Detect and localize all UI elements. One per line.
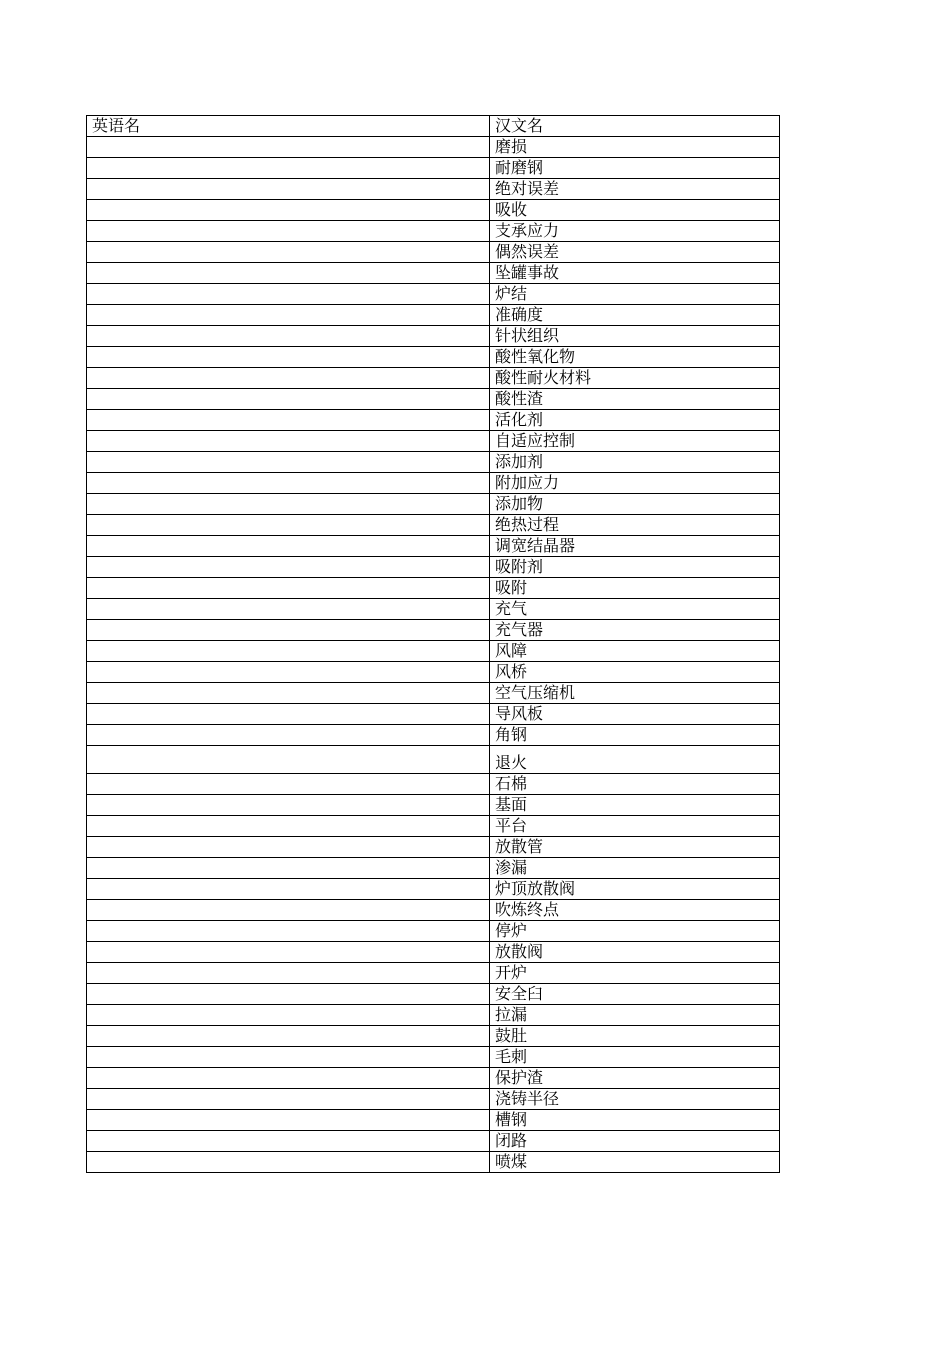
cell-english-name[interactable] bbox=[87, 662, 490, 683]
table-row bbox=[87, 662, 780, 683]
cell-english-name[interactable] bbox=[87, 1026, 490, 1047]
cell-chinese-name[interactable]: 浇铸半径 bbox=[490, 1089, 780, 1110]
cell-english-name[interactable] bbox=[87, 431, 490, 452]
cell-chinese-name[interactable]: 导风板 bbox=[490, 704, 780, 725]
table-row bbox=[87, 284, 780, 305]
cell-english-name[interactable] bbox=[87, 410, 490, 431]
cell-chinese-name[interactable]: 风障 bbox=[490, 641, 780, 662]
cell-english-name[interactable] bbox=[87, 494, 490, 515]
cell-english-name[interactable] bbox=[87, 137, 490, 158]
cell-english-name[interactable] bbox=[87, 536, 490, 557]
cell-english-name[interactable] bbox=[87, 725, 490, 746]
table-row bbox=[87, 1152, 780, 1173]
table-row bbox=[87, 536, 780, 557]
cell-chinese-name[interactable]: 准确度 bbox=[490, 305, 780, 326]
table-row bbox=[87, 837, 780, 858]
cell-chinese-name[interactable]: 吸附剂 bbox=[490, 557, 780, 578]
cell-english-name[interactable] bbox=[87, 1005, 490, 1026]
table-row bbox=[87, 347, 780, 368]
table-row bbox=[87, 431, 780, 452]
cell-chinese-name[interactable]: 闭路 bbox=[490, 1131, 780, 1152]
cell-english-name[interactable] bbox=[87, 200, 490, 221]
table-row bbox=[87, 816, 780, 837]
cell-english-name[interactable] bbox=[87, 326, 490, 347]
cell-chinese-name[interactable]: 自适应控制 bbox=[490, 431, 780, 452]
table-row bbox=[87, 725, 780, 746]
cell-english-name[interactable] bbox=[87, 774, 490, 795]
table-row bbox=[87, 942, 780, 963]
cell-chinese-name[interactable]: 炉结 bbox=[490, 284, 780, 305]
cell-chinese-name[interactable]: 拉漏 bbox=[490, 1005, 780, 1026]
cell-english-name[interactable] bbox=[87, 900, 490, 921]
cell-english-name[interactable] bbox=[87, 284, 490, 305]
cell-english-name[interactable] bbox=[87, 1131, 490, 1152]
cell-english-name[interactable] bbox=[87, 305, 490, 326]
cell-chinese-name[interactable]: 添加剂 bbox=[490, 452, 780, 473]
cell-english-name[interactable] bbox=[87, 641, 490, 662]
cell-english-name[interactable] bbox=[87, 473, 490, 494]
glossary-table-body bbox=[87, 116, 780, 1173]
cell-english-name[interactable] bbox=[87, 452, 490, 473]
table-row bbox=[87, 704, 780, 725]
table-row bbox=[87, 984, 780, 1005]
cell-chinese-name[interactable]: 角钢 bbox=[490, 725, 780, 746]
cell-chinese-name[interactable]: 耐磨钢 bbox=[490, 158, 780, 179]
cell-english-name[interactable] bbox=[87, 389, 490, 410]
cell-english-name[interactable] bbox=[87, 683, 490, 704]
cell-english-name[interactable] bbox=[87, 599, 490, 620]
cell-english-name[interactable] bbox=[87, 858, 490, 879]
cell-chinese-name[interactable]: 鼓肚 bbox=[490, 1026, 780, 1047]
cell-english-name[interactable] bbox=[87, 1152, 490, 1173]
cell-chinese-name[interactable]: 平台 bbox=[490, 816, 780, 837]
cell-english-name[interactable] bbox=[87, 347, 490, 368]
table-row bbox=[87, 963, 780, 984]
cell-chinese-name[interactable]: 充气 bbox=[490, 599, 780, 620]
cell-english-name[interactable] bbox=[87, 578, 490, 599]
table-row bbox=[87, 1089, 780, 1110]
column-header-chinese[interactable]: 汉文名 bbox=[490, 116, 780, 137]
cell-english-name[interactable] bbox=[87, 704, 490, 725]
table-row bbox=[87, 557, 780, 578]
table-row bbox=[87, 494, 780, 515]
cell-english-name[interactable] bbox=[87, 837, 490, 858]
table-row bbox=[87, 578, 780, 599]
table-row bbox=[87, 774, 780, 795]
cell-english-name[interactable] bbox=[87, 1047, 490, 1068]
table-row bbox=[87, 1131, 780, 1152]
table-row bbox=[87, 879, 780, 900]
cell-english-name[interactable] bbox=[87, 620, 490, 641]
cell-chinese-name[interactable]: 酸性渣 bbox=[490, 389, 780, 410]
cell-chinese-name[interactable]: 基面 bbox=[490, 795, 780, 816]
table-row bbox=[87, 641, 780, 662]
table-row bbox=[87, 221, 780, 242]
cell-chinese-name[interactable]: 空气压缩机 bbox=[490, 683, 780, 704]
cell-chinese-name[interactable]: 支承应力 bbox=[490, 221, 780, 242]
cell-english-name[interactable] bbox=[87, 942, 490, 963]
table-row bbox=[87, 900, 780, 921]
table-row bbox=[87, 137, 780, 158]
cell-english-name[interactable] bbox=[87, 263, 490, 284]
cell-english-name[interactable] bbox=[87, 179, 490, 200]
cell-chinese-name[interactable]: 槽钢 bbox=[490, 1110, 780, 1131]
table-row bbox=[87, 368, 780, 389]
cell-chinese-name[interactable]: 喷煤 bbox=[490, 1152, 780, 1173]
cell-english-name[interactable] bbox=[87, 746, 490, 774]
table-row bbox=[87, 410, 780, 431]
cell-english-name[interactable] bbox=[87, 557, 490, 578]
cell-chinese-name[interactable]: 绝对误差 bbox=[490, 179, 780, 200]
table-row bbox=[87, 263, 780, 284]
cell-english-name[interactable] bbox=[87, 921, 490, 942]
table-row bbox=[87, 683, 780, 704]
cell-chinese-name[interactable]: 炉顶放散阀 bbox=[490, 879, 780, 900]
table-header-row bbox=[87, 116, 780, 137]
cell-chinese-name[interactable]: 针状组织 bbox=[490, 326, 780, 347]
cell-chinese-name[interactable]: 保护渣 bbox=[490, 1068, 780, 1089]
cell-english-name[interactable] bbox=[87, 368, 490, 389]
table-row bbox=[87, 620, 780, 641]
cell-english-name[interactable] bbox=[87, 1089, 490, 1110]
table-row bbox=[87, 746, 780, 774]
cell-chinese-name[interactable]: 放散管 bbox=[490, 837, 780, 858]
cell-chinese-name[interactable]: 安全臼 bbox=[490, 984, 780, 1005]
cell-chinese-name[interactable]: 坠罐事故 bbox=[490, 263, 780, 284]
cell-chinese-name[interactable]: 停炉 bbox=[490, 921, 780, 942]
cell-english-name[interactable] bbox=[87, 795, 490, 816]
cell-chinese-name[interactable]: 调宽结晶器 bbox=[490, 536, 780, 557]
cell-english-name[interactable] bbox=[87, 816, 490, 837]
cell-chinese-name[interactable]: 绝热过程 bbox=[490, 515, 780, 536]
cell-english-name[interactable] bbox=[87, 984, 490, 1005]
table-row bbox=[87, 1110, 780, 1131]
cell-chinese-name[interactable]: 放散阀 bbox=[490, 942, 780, 963]
table-row bbox=[87, 158, 780, 179]
table-row bbox=[87, 795, 780, 816]
cell-chinese-name[interactable]: 吹炼终点 bbox=[490, 900, 780, 921]
cell-chinese-name[interactable]: 充气器 bbox=[490, 620, 780, 641]
table-row bbox=[87, 1047, 780, 1068]
table-row bbox=[87, 1026, 780, 1047]
cell-english-name[interactable] bbox=[87, 158, 490, 179]
cell-chinese-name[interactable]: 附加应力 bbox=[490, 473, 780, 494]
cell-english-name[interactable] bbox=[87, 221, 490, 242]
table-row bbox=[87, 858, 780, 879]
cell-english-name[interactable] bbox=[87, 242, 490, 263]
table-row bbox=[87, 1005, 780, 1026]
cell-chinese-name[interactable]: 石棉 bbox=[490, 774, 780, 795]
table-row bbox=[87, 179, 780, 200]
table-row bbox=[87, 305, 780, 326]
cell-chinese-name[interactable]: 退火 bbox=[490, 746, 780, 774]
cell-chinese-name[interactable]: 开炉 bbox=[490, 963, 780, 984]
column-header-english[interactable]: 英语名 bbox=[87, 116, 490, 137]
table-row bbox=[87, 1068, 780, 1089]
cell-chinese-name[interactable]: 活化剂 bbox=[490, 410, 780, 431]
table-row bbox=[87, 473, 780, 494]
table-row bbox=[87, 242, 780, 263]
cell-english-name[interactable] bbox=[87, 879, 490, 900]
cell-chinese-name[interactable]: 偶然误差 bbox=[490, 242, 780, 263]
cell-chinese-name[interactable]: 酸性耐火材料 bbox=[490, 368, 780, 389]
table-row bbox=[87, 326, 780, 347]
glossary-table bbox=[86, 115, 780, 1173]
table-row bbox=[87, 921, 780, 942]
cell-english-name[interactable] bbox=[87, 963, 490, 984]
table-row bbox=[87, 452, 780, 473]
cell-english-name[interactable] bbox=[87, 515, 490, 536]
cell-chinese-name[interactable]: 吸收 bbox=[490, 200, 780, 221]
cell-chinese-name[interactable]: 毛刺 bbox=[490, 1047, 780, 1068]
cell-english-name[interactable] bbox=[87, 1110, 490, 1131]
cell-chinese-name[interactable]: 风桥 bbox=[490, 662, 780, 683]
cell-chinese-name[interactable]: 吸附 bbox=[490, 578, 780, 599]
cell-chinese-name[interactable]: 磨损 bbox=[490, 137, 780, 158]
table-row bbox=[87, 200, 780, 221]
cell-english-name[interactable] bbox=[87, 1068, 490, 1089]
table-row bbox=[87, 599, 780, 620]
cell-chinese-name[interactable]: 渗漏 bbox=[490, 858, 780, 879]
table-row bbox=[87, 515, 780, 536]
cell-chinese-name[interactable]: 酸性氧化物 bbox=[490, 347, 780, 368]
cell-chinese-name[interactable]: 添加物 bbox=[490, 494, 780, 515]
table-row bbox=[87, 389, 780, 410]
